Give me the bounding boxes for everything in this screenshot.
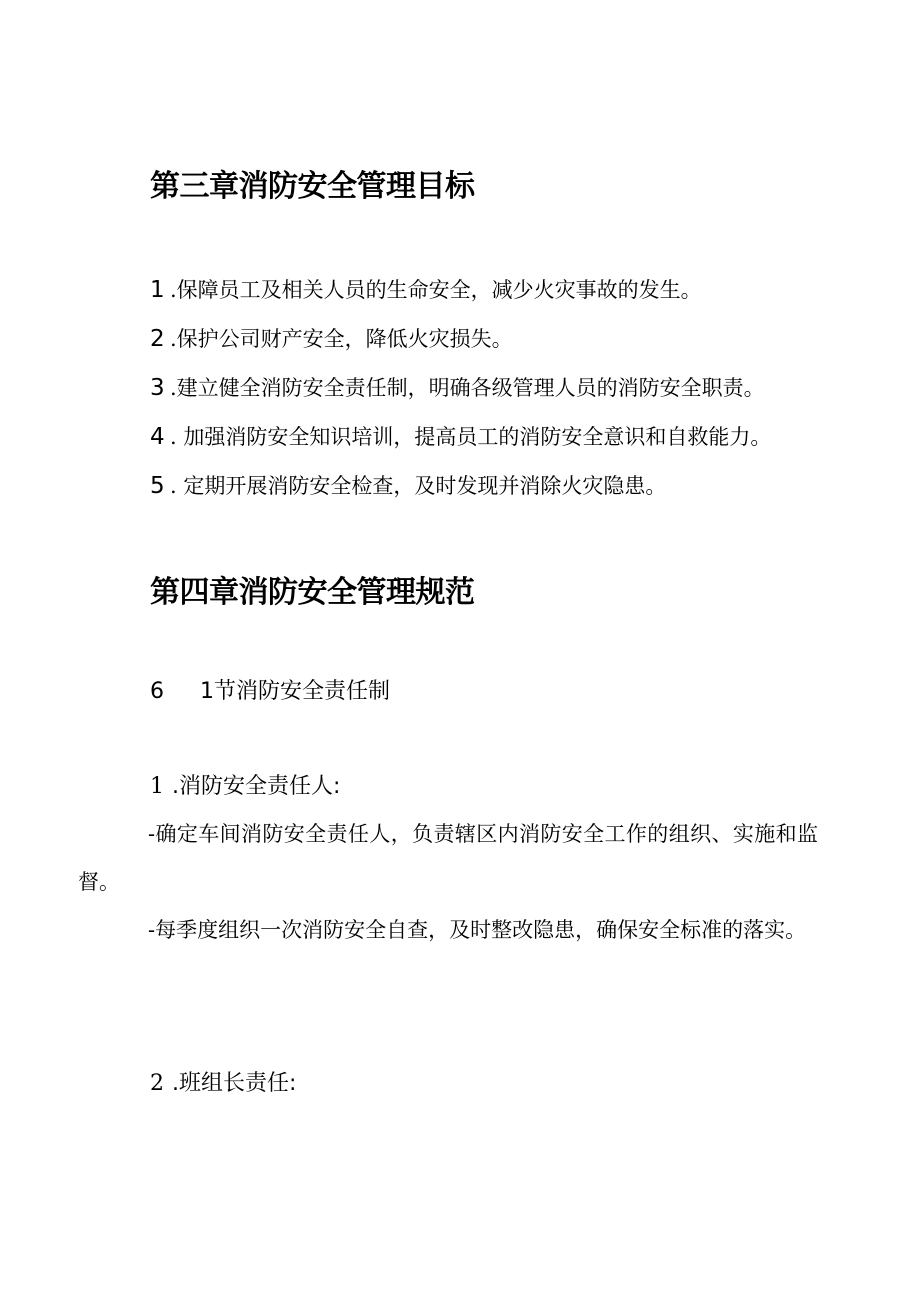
- goal-item-number: 1: [150, 277, 165, 303]
- section-number: 6: [150, 679, 164, 704]
- goal-item-3: [150, 373, 765, 403]
- goal-item-text: . 定期开展消防安全检查，及时发现并消除火灾隐患。: [170, 474, 667, 498]
- subsection-number: 1: [150, 774, 164, 799]
- goal-item-number: 5: [150, 473, 165, 499]
- goal-item-number: 3: [150, 375, 165, 401]
- goal-item-number: 2: [150, 326, 165, 352]
- subsection-number: 2: [150, 1071, 164, 1096]
- goal-item-text: .建立健全消防安全责任制，明确各级管理人员的消防安全职责。: [170, 376, 765, 400]
- paragraph-responsible-person: -确定车间消防安全责任人，负责辖区内消防安全工作的组织、实施和监督。: [78, 822, 818, 894]
- chapter-4-title: 第四章消防安全管理规范: [150, 575, 475, 610]
- section-heading: [150, 677, 390, 707]
- goal-item-2: [150, 324, 513, 354]
- goal-item-text: .保障员工及相关人员的生命安全，减少火灾事故的发生。: [170, 278, 702, 302]
- subsection-title: .消防安全责任人:: [172, 774, 341, 799]
- chapter-3-title: 第三章消防安全管理目标: [150, 169, 475, 204]
- subsection-1-heading: [150, 772, 340, 802]
- goal-item-text: .保护公司财产安全，降低火灾损失。: [170, 327, 513, 351]
- subsection-2-heading: [150, 1069, 296, 1099]
- goal-item-4: [150, 422, 771, 452]
- section-title: 1节消防安全责任制: [200, 679, 390, 704]
- paragraph-quarterly-check: -每季度组织一次消防安全自查，及时整改隐患，确保安全标准的落实。: [148, 918, 807, 942]
- goal-item-1: [150, 275, 702, 305]
- goal-item-5: [150, 471, 666, 501]
- subsection-title: .班组长责任:: [172, 1071, 297, 1096]
- goal-item-text: . 加强消防安全知识培训，提高员工的消防安全意识和自救能力。: [170, 425, 772, 449]
- goal-item-number: 4: [150, 424, 165, 450]
